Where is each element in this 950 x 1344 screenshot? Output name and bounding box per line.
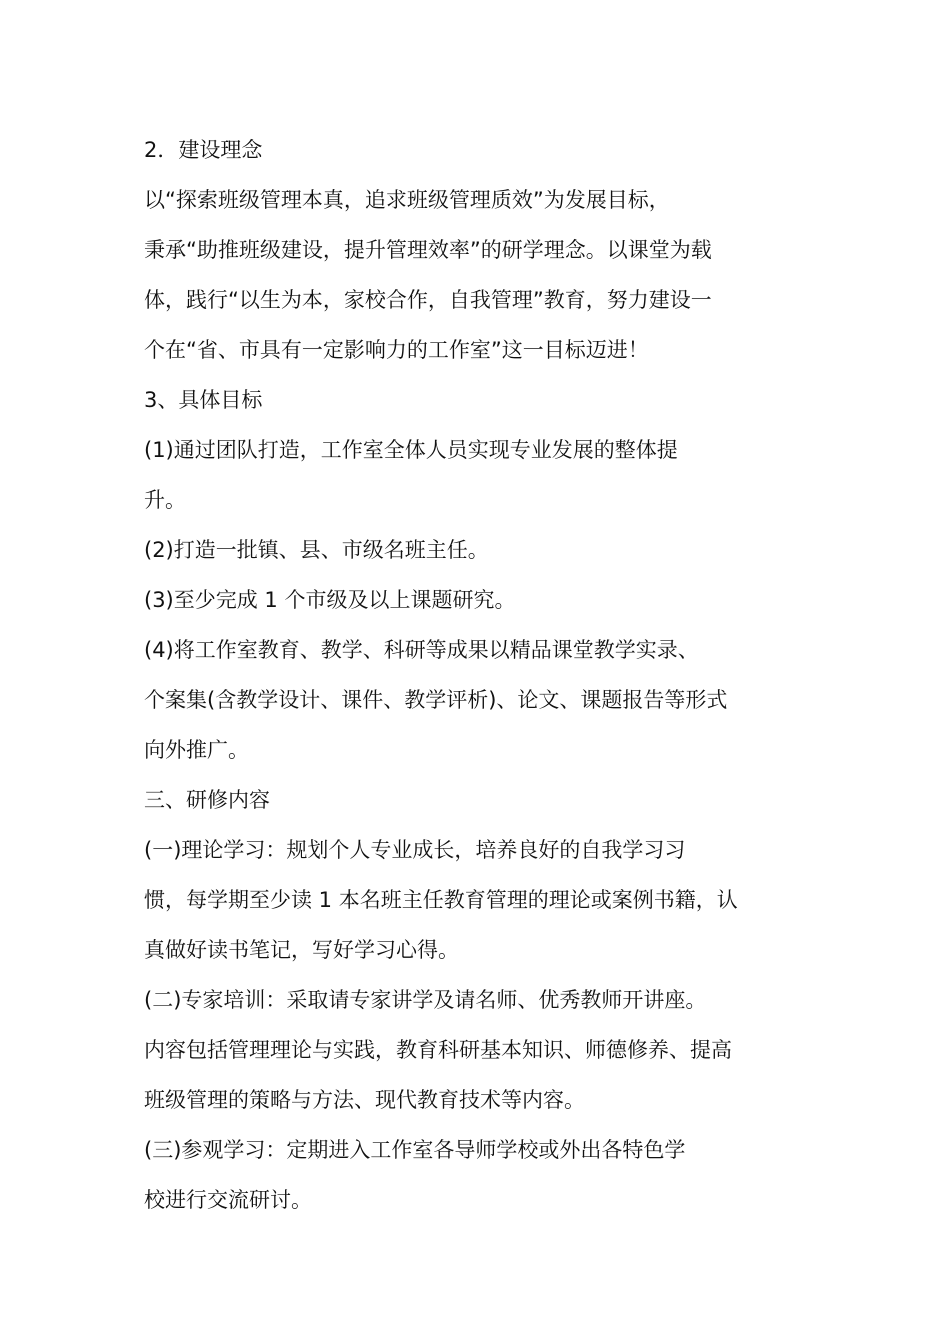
list-item-line: (二)专家培训：采取请专家讲学及请名师、优秀教师开讲座。 [144, 988, 707, 1012]
paragraph-line: 以“探索班级管理本真，追求班级管理质效”为发展目标， [144, 188, 670, 212]
paragraph-line: 秉承“助推班级建设，提升管理效率”的研学理念。以课堂为载 [144, 238, 712, 262]
list-item-line: (2)打造一批镇、县、市级名班主任。 [144, 538, 489, 562]
section-heading-study-content: 三、研修内容 [144, 788, 270, 812]
list-item-line: 真做好读书笔记，写好学习心得。 [144, 938, 459, 962]
list-item-line: 升。 [144, 488, 186, 512]
list-item-line: 惯，每学期至少读 1 本名班主任教育管理的理论或案例书籍，认 [144, 888, 738, 912]
paragraph-line: 体，践行“以生为本，家校合作，自我管理”教育，努力建设一 [144, 288, 712, 312]
subheading-specific-goals: 3、具体目标 [144, 388, 263, 412]
list-item-line: (三)参观学习：定期进入工作室各导师学校或外出各特色学 [144, 1138, 686, 1162]
list-item-line: 校进行交流研讨。 [144, 1188, 312, 1212]
list-item-line: (4)将工作室教育、教学、科研等成果以精品课堂教学实录、 [144, 638, 699, 662]
list-item-line: 班级管理的策略与方法、现代教育技术等内容。 [144, 1088, 585, 1112]
paragraph-line: 个在“省、市具有一定影响力的工作室”这一目标迈进！ [144, 338, 649, 362]
list-item-line: 向外推广。 [144, 738, 249, 762]
list-item-line: 个案集(含教学设计、课件、教学评析)、论文、课题报告等形式 [144, 688, 728, 712]
list-item-line: (一)理论学习：规划个人专业成长，培养良好的自我学习习 [144, 838, 686, 862]
list-item-line: (3)至少完成 1 个市级及以上课题研究。 [144, 588, 516, 612]
subheading-construction-concept: 2．建设理念 [144, 138, 263, 162]
list-item-line: (1)通过团队打造，工作室全体人员实现专业发展的整体提 [144, 438, 678, 462]
list-item-line: 内容包括管理理论与实践，教育科研基本知识、师德修养、提高 [144, 1038, 732, 1062]
